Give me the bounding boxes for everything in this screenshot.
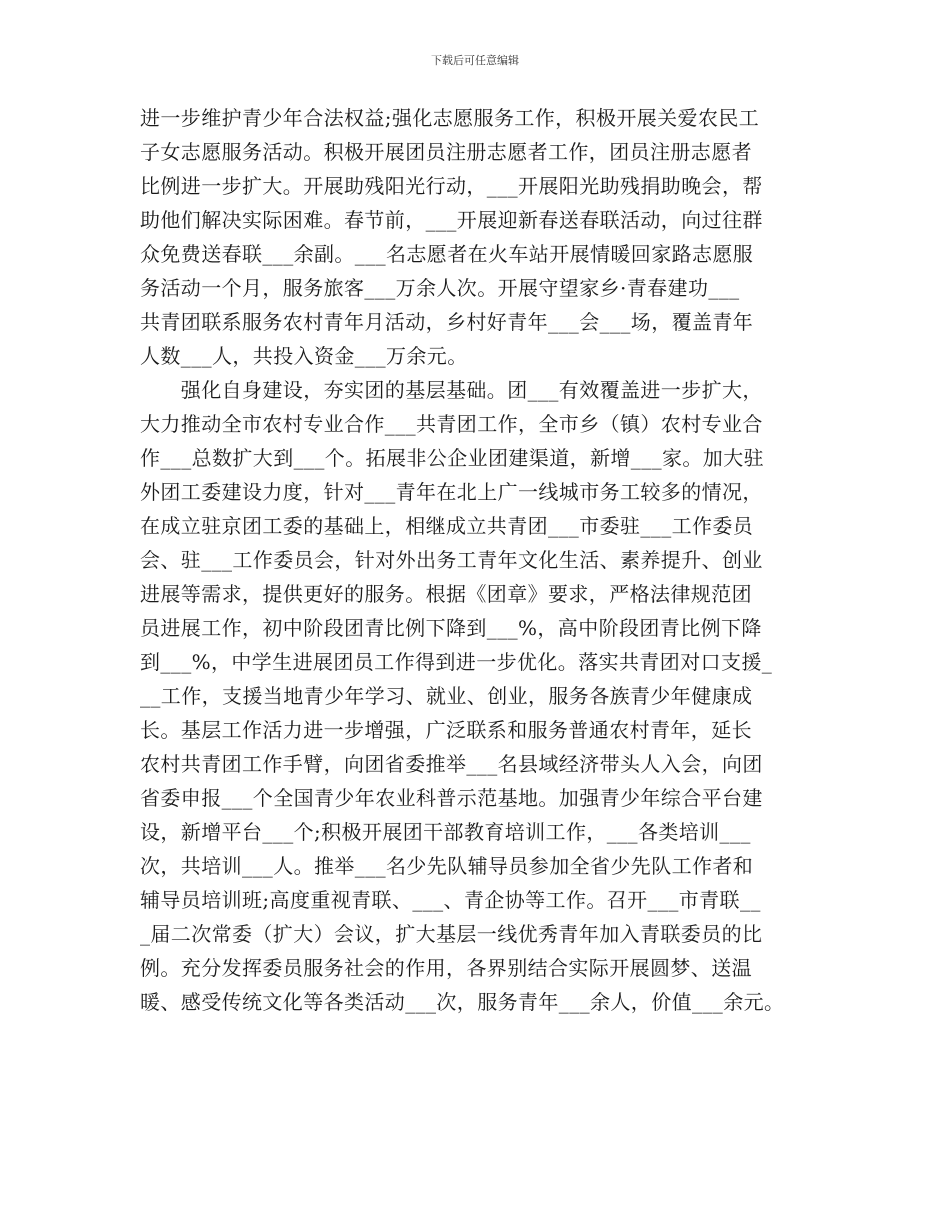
text-line: 会、驻___工作委员会，针对外出务工青年文化生活、素养提升、创业	[140, 548, 763, 572]
text-line: 人数___人，共投入资金___万余元。	[140, 344, 468, 368]
text-line: 子女志愿服务活动。积极开展团员注册志愿者工作，团员注册志愿者	[140, 140, 752, 164]
text-line: 进展等需求，提供更好的服务。根据《团章》要求，严格法律规范团	[140, 582, 752, 606]
text-line: 省委申报___个全国青少年农业科普示范基地。加强青少年综合平台建	[140, 786, 763, 810]
text-line: 进一步维护青少年合法权益;强化志愿服务工作，积极开展关爱农民工	[140, 106, 760, 130]
text-line: 暖、感受传统文化等各类活动___次，服务青年___余人，价值___余元。	[140, 990, 785, 1014]
document-body	[140, 101, 830, 1019]
text-line: __工作，支援当地青少年学习、就业、创业，服务各族青少年健康成	[140, 684, 753, 708]
text-line: 农村共青团工作手臂，向团省委推举___名县域经济带头人入会，向团	[140, 752, 763, 776]
paragraph	[140, 101, 830, 373]
text-line: 务活动一个月，服务旅客___万余人次。开展守望家乡·青春建功___	[140, 276, 740, 300]
text-line: 强化自身建设，夯实团的基层基础。团___有效覆盖进一步扩大，	[140, 378, 763, 402]
text-line: 共青团联系服务农村青年月活动，乡村好青年___会___场，覆盖青年	[140, 310, 754, 334]
text-line: 例。充分发挥委员服务社会的作用，各界别结合实际开展圆梦、送温	[140, 956, 752, 980]
text-line: 比例进一步扩大。开展助残阳光行动，___开展阳光助残捐助晚会，帮	[140, 174, 763, 198]
text-line: 员进展工作，初中阶段团青比例下降到___%，高中阶段团青比例下降	[140, 616, 762, 640]
text-line: 助他们解决实际困难。春节前，___开展迎新春送春联活动，向过往群	[140, 208, 763, 232]
text-line: 次，共培训___人。推举___名少先队辅导员参加全省少先队工作者和	[140, 854, 754, 878]
page-header: 下载后可任意编辑	[431, 54, 519, 67]
text-line: 设，新增平台___个;积极开展团干部教育培训工作，___各类培训___	[140, 820, 751, 844]
text-line: _届二次常委（扩大）会议，扩大基层一线优秀青年加入青联委员的比	[140, 922, 763, 946]
text-line: 辅导员培训班;高度重视青联、___、青企协等工作。召开___市青联__	[140, 888, 761, 912]
text-line: 外团工委建设力度，针对___青年在北上广一线城市务工较多的情况，	[140, 480, 763, 504]
text-line: 长。基层工作活力进一步增强，广泛联系和服务普通农村青年，延长	[140, 718, 752, 742]
text-line: 作___总数扩大到___个。拓展非公企业团建渠道，新增___家。加大驻	[140, 446, 764, 470]
text-line: 众免费送春联___余副。___名志愿者在火车站开展情暖回家路志愿服	[140, 242, 754, 266]
text-line: 大力推动全市农村专业合作___共青团工作，全市乡（镇）农村专业合	[140, 412, 763, 436]
text-line: 在成立驻京团工委的基础上，相继成立共青团___市委驻___工作委员	[140, 514, 754, 538]
paragraph	[140, 373, 830, 1019]
text-line: 到___%，中学生进展团员工作得到进一步优化。落实共青团对口支援_	[140, 650, 773, 674]
